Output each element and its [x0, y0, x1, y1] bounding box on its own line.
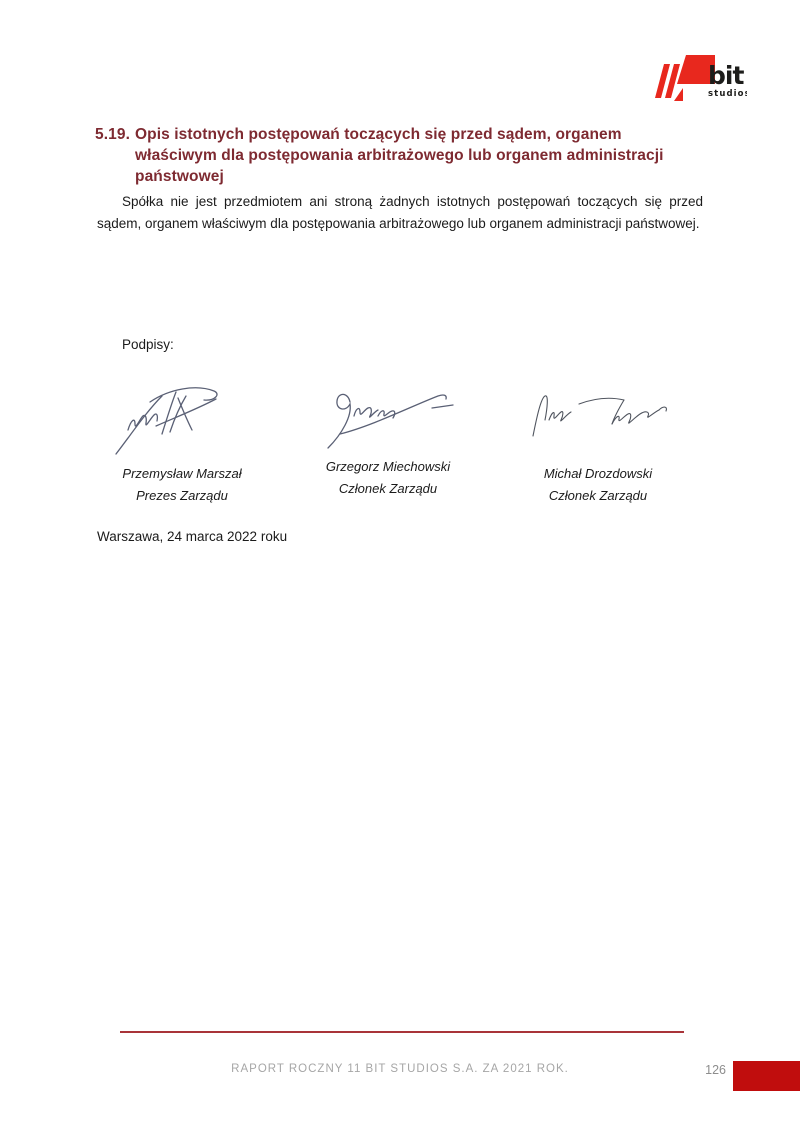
- signatory-role: Prezes Zarządu: [136, 488, 228, 503]
- signature-michal-drozdowski: [527, 386, 682, 441]
- place-date-line: Warszawa, 24 marca 2022 roku: [97, 529, 288, 544]
- section-number: 5.19.: [95, 126, 130, 143]
- signatory-name: Grzegorz Miechowski: [325, 459, 451, 474]
- page-number-accent-block: [733, 1061, 800, 1091]
- logo-bit-text: bit: [708, 61, 744, 90]
- 11bit-logo-icon: [653, 54, 747, 104]
- signature-grzegorz-miechowski: [320, 382, 460, 452]
- logo-studios-text: studios: [708, 89, 747, 99]
- signatures-label: Podpisy:: [122, 337, 174, 352]
- signatory-name: Przemysław Marszał: [122, 466, 242, 481]
- body-paragraph: Spółka nie jest przedmiotem ani stroną żadnych istotnych postępowań toczących się przed sądem, organem właściwym dla postępowania arbitrażowego lub organem administracji państwowej.: [97, 194, 703, 231]
- company-logo: [653, 54, 747, 104]
- signature-przemyslaw-marszal: [112, 376, 237, 460]
- signatory-name: Michał Drozdowski: [543, 466, 653, 481]
- signatory-block: [298, 456, 478, 500]
- signatory-role: Członek Zarządu: [548, 488, 648, 503]
- footer-divider: [120, 1031, 684, 1033]
- signatory-role: Członek Zarządu: [338, 481, 438, 496]
- signatory-block: [92, 463, 272, 507]
- footer-report-title: RAPORT ROCZNY 11 BIT STUDIOS S.A. ZA 2021 ROK.: [231, 1063, 569, 1075]
- signatory-block: [508, 463, 688, 507]
- page-number: 126: [705, 1063, 726, 1077]
- section-title: Opis istotnych postępowań toczących się przed sądem, organem właściwym dla postępowania arbitrażowego lub organem administracji państwowej: [135, 126, 664, 185]
- section-heading: [95, 124, 685, 187]
